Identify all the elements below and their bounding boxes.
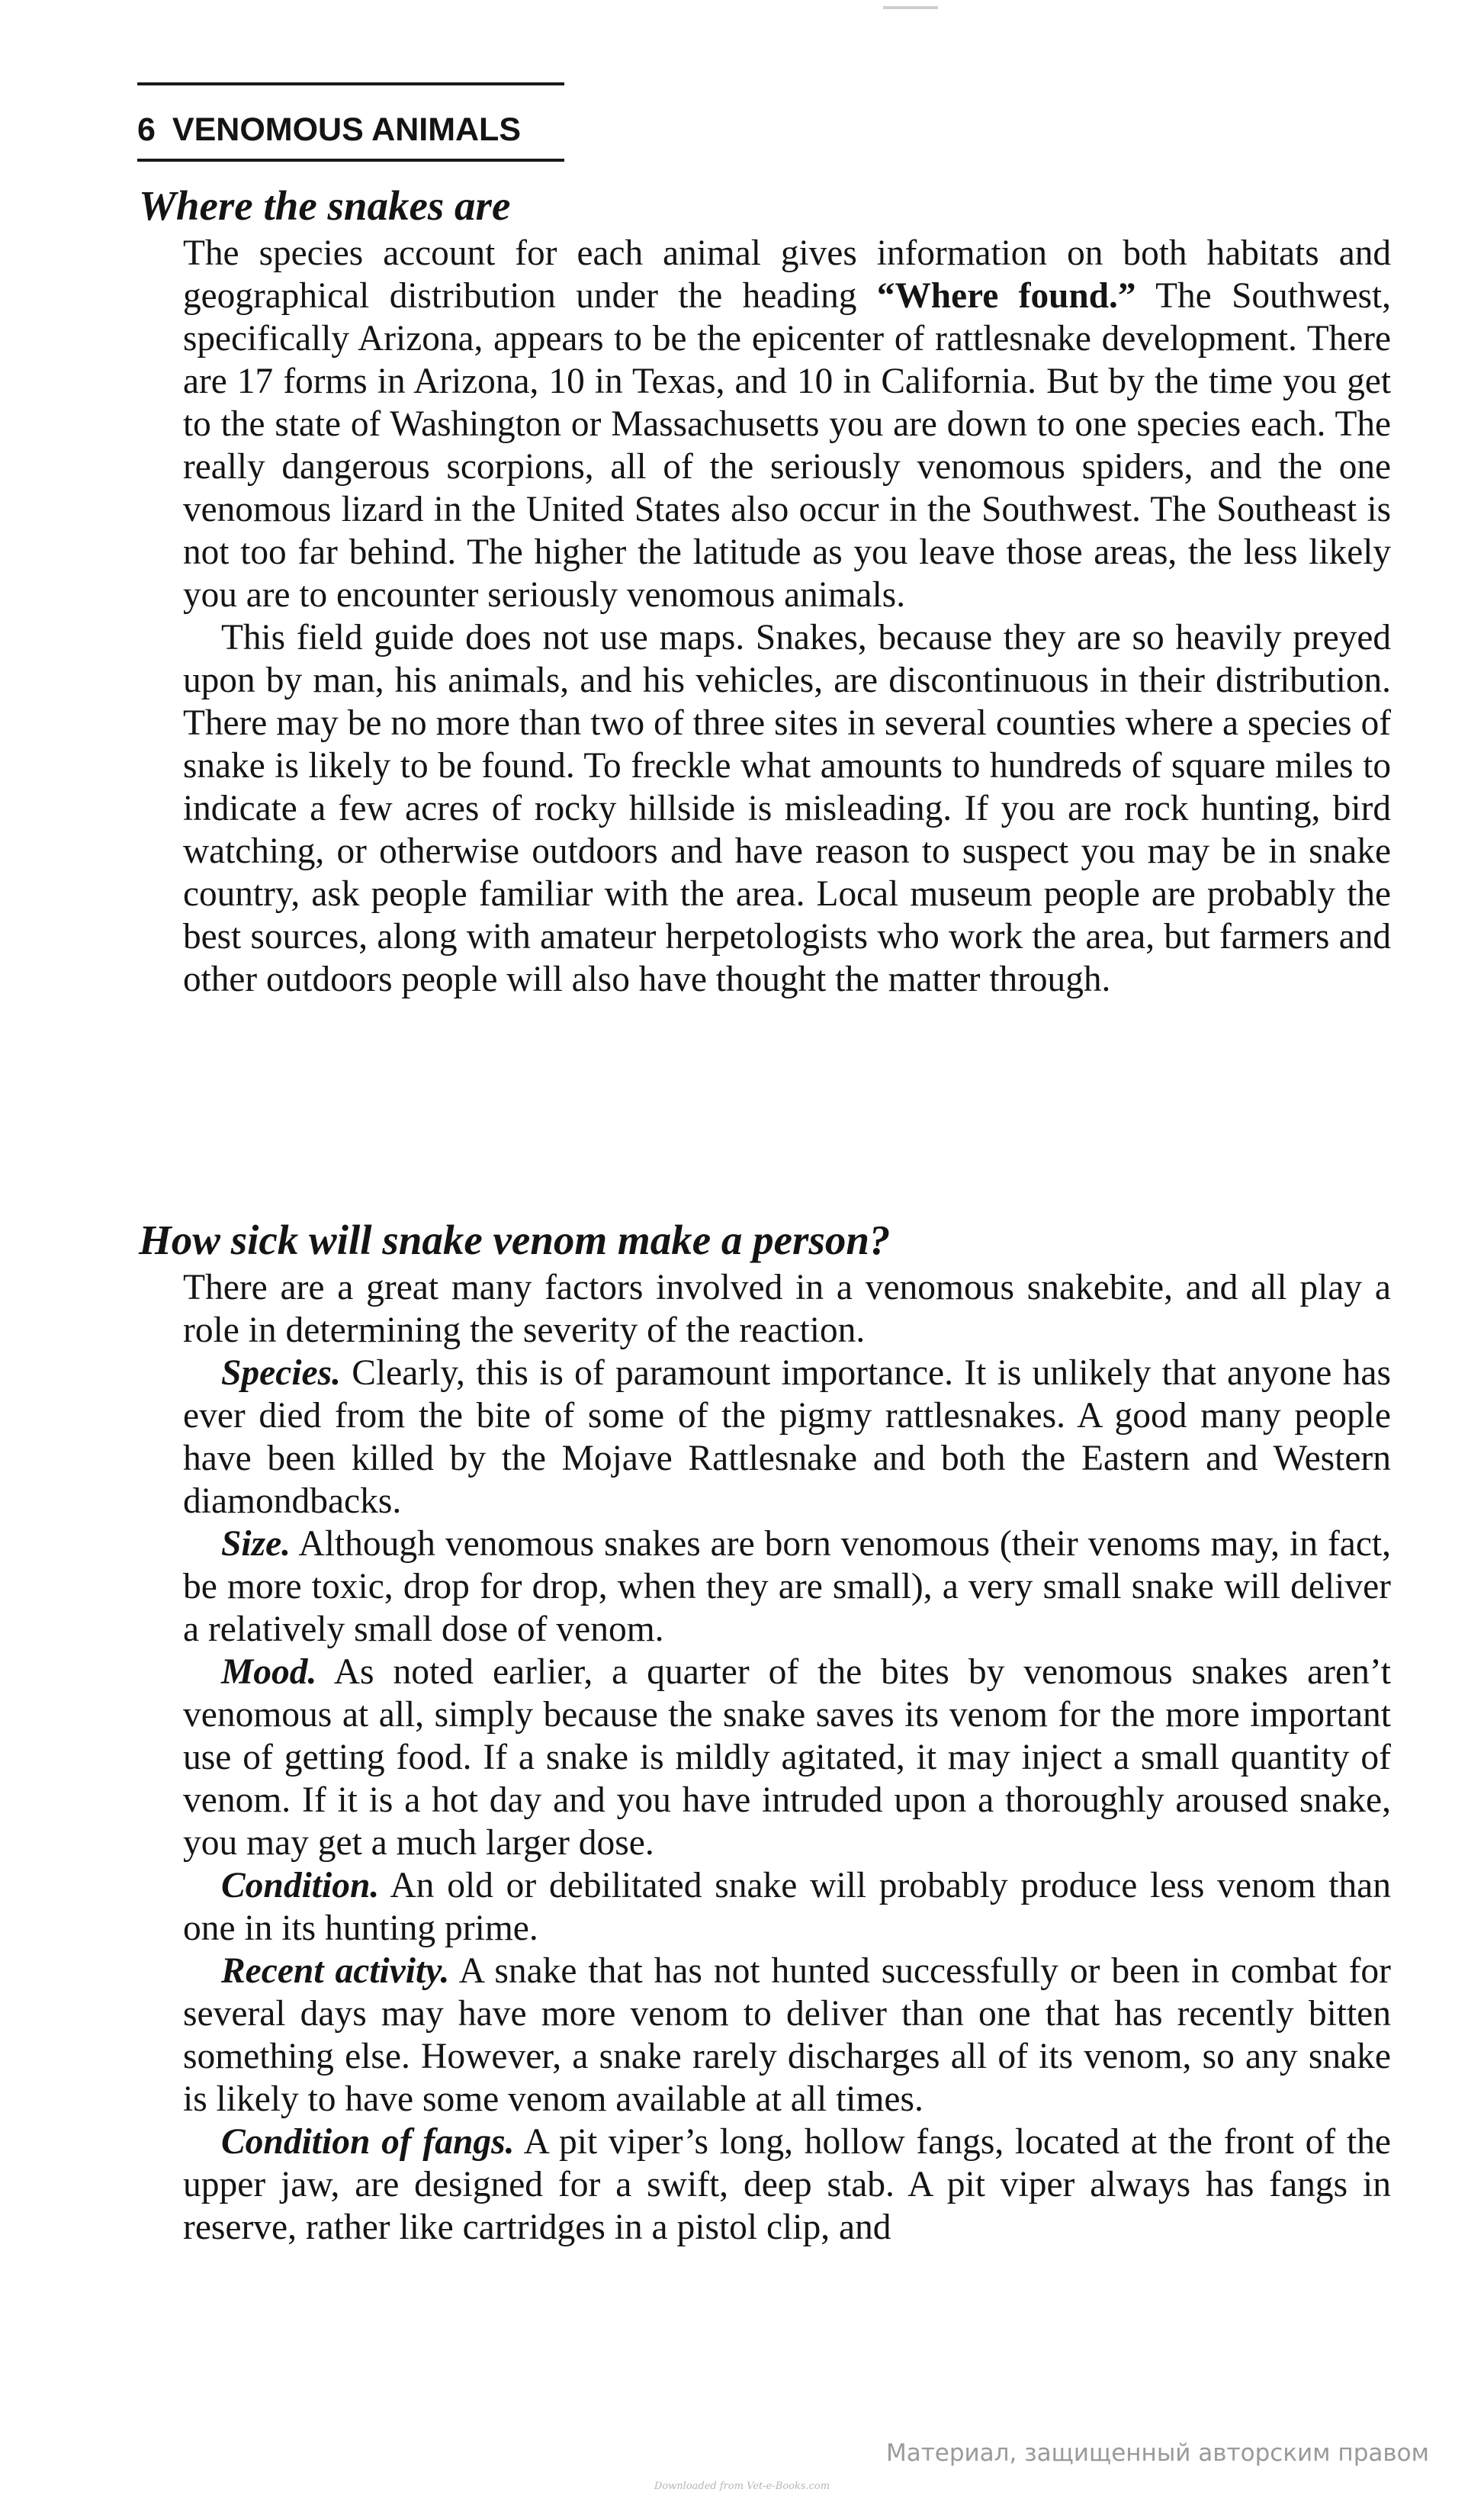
scan-mark [883,6,938,9]
factor-text: Clearly, this is of paramount importance. It is unlikely that anyone has ever died from the bite of some of the pigmy rattlesnakes. A good many people have been killed by the Mojave Rattlesnake and both the Eastern and Western diamondbacks. [183,1353,1391,1521]
section-heading: How sick will snake venom make a person? [139,1217,891,1263]
running-head [137,111,521,149]
run-in-term: Condition. [221,1866,380,1905]
factor-text: As noted earlier, a quarter of the bites by venomous snakes aren’t venomous at all, simply because the snake saves its venom for the more important use of getting food. If a snake is mildly agitated, it may inject a small quantity of venom. If it is a hot day and you have intruded upon a thoroughly aroused snake, you may get a much larger dose. [183,1652,1391,1863]
header-rule-top [137,82,564,85]
bold-term: “Where found.” [876,276,1136,316]
run-in-term: Species. [221,1353,341,1393]
run-in-term: Size. [221,1524,291,1564]
factor-paragraph [183,1651,1391,1864]
section-snake-venom-severity [139,1216,1391,2249]
factor-text: A snake that has not hunted successfully or been in combat for several days may have more venom to deliver than one that has recently bitten something else. However, a snake rarely discharges all of its venom, so any snake is likely to have some venom available at all times. [183,1951,1391,2119]
factor-paragraph [183,2121,1391,2249]
factor-paragraph [183,1950,1391,2121]
paragraph: This field guide does not use maps. Snakes, because they are so heavily preyed upon by man, his animals, and his vehicles, are discontinuous in their distribution. There may be no more than two of three sites in several counties where a species of snake is likely to be found. To freckle what amounts to hundreds of square miles to indicate a few acres of rocky hillside is misleading. If you are rock hunting, bird watching, or otherwise outdoors and have reason to suspect you may be in snake country, ask people familiar with the area. Local museum people are probably the best sources, along with amateur herpetologists who work the area, but farmers and other outdoors people will also have thought the matter through. [183,618,1391,999]
section-heading: Where the snakes are [139,182,511,229]
running-head-title: VENOMOUS ANIMALS [172,111,522,148]
factor-text: An old or debilitated snake will probably produce less venom than one in its hunting prime. [183,1866,1391,1948]
run-in-term: Recent activity. [221,1951,450,1991]
factor-paragraph [183,1523,1391,1651]
factor-paragraph [183,1864,1391,1950]
page-number: 6 [137,111,156,148]
section-where-snakes-are [139,182,1391,1001]
paragraph-text: The Southwest, specifically Arizona, appears to be the epicenter of rattlesnake development. There are 17 forms in Arizona, 10 in Texas, and 10 in California. But by the time you get to the state of Washington or Massachusetts you are down to one species each. The really dangerous scorpions, all of the seriously venomous spiders, and the one venomous lizard in the United States also occur in the Southwest. The Southeast is not too far behind. The higher the latitude as you leave those areas, the less likely you are to encounter seriously venomous animals. [183,276,1391,615]
paragraph: There are a great many factors involved in a venomous snakebite, and all play a role in determining the severity of the reaction. [183,1268,1391,1350]
run-in-term: Mood. [221,1652,317,1692]
download-source-mark: Downloaded from Vet-e-Books.com [654,2481,830,2492]
paragraph-text: The species account for each animal gives information on both habitats and geographical distribution under the heading [183,233,1391,316]
factor-text: Although venomous snakes are born venomous (their venoms may, in fact, be more toxic, drop for drop, when they are small), a very small snake will deliver a relatively small dose of venom. [183,1524,1391,1649]
factor-paragraph [183,1352,1391,1523]
run-in-term: Condition of fangs. [221,2122,515,2162]
paragraph [183,232,1391,616]
factor-text: A pit viper’s long, hollow fangs, located at the front of the upper jaw, are designed for a swift, deep stab. A pit viper always has fangs in reserve, rather like cartridges in a pistol clip, and [183,2122,1391,2247]
copyright-watermark: Материал, защищенный авторским правом [885,2439,1429,2467]
header-rule-bottom [137,159,564,162]
